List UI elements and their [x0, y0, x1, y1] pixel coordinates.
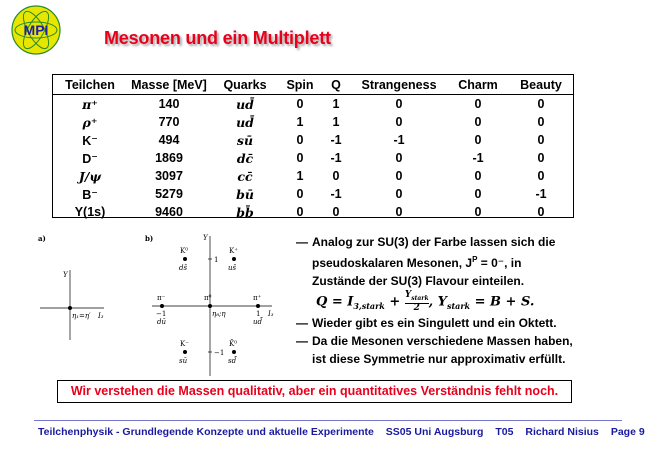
table-cell-name: Y(1s): [74, 205, 106, 219]
table-cell-mass: 1869: [155, 151, 183, 165]
mpi-logo: [10, 4, 62, 56]
table-cell-q: -1: [330, 133, 342, 147]
table-cell-c: 0: [474, 115, 482, 129]
table-cell-name: J/ψ: [78, 168, 102, 184]
table-cell-spin: 1: [296, 115, 304, 129]
col-header: Charm: [447, 75, 509, 95]
table-cell-c: 0: [474, 169, 482, 183]
table-cell-q: -1: [330, 187, 342, 201]
panel-b-x-axis: I₃: [268, 310, 274, 318]
point-bottom-label: ds̄: [179, 264, 188, 272]
table-cell-b: -1: [535, 187, 547, 201]
table-row: [53, 167, 573, 185]
point-bottom-label: ud̄: [253, 318, 262, 326]
meson-table: [52, 74, 574, 218]
point-top-label: K⁰: [180, 247, 189, 255]
point-top-label: π⁻: [157, 294, 166, 302]
table-cell-b: 0: [537, 205, 545, 219]
point-bottom-label: dū: [157, 318, 166, 326]
table-row: [53, 203, 573, 221]
table-row: [53, 185, 573, 203]
table-cell-s: 0: [395, 97, 403, 111]
panel-a-point-label: η₁=η′: [72, 312, 91, 320]
bullet-dash: —: [296, 334, 308, 348]
table-cell-b: 0: [537, 151, 545, 165]
point-top-label: K⁻: [180, 340, 189, 348]
table-cell-s: -1: [393, 133, 405, 147]
footer-author: Richard Nisius: [525, 426, 599, 438]
tick-label: 1: [214, 256, 219, 264]
footer-page: Page 9: [610, 426, 645, 438]
table-cell-mass: 770: [158, 115, 180, 129]
table-row: [53, 113, 573, 131]
table-cell-name: K⁻: [82, 133, 98, 148]
bullet-text-line2: pseudoskalaren Mesonen, $J^P = 0^-$, in: [312, 255, 522, 270]
bullet-text: Analog zur SU(3) der Farbe lassen sich die: [312, 235, 556, 249]
panel-b-label: b): [145, 234, 154, 243]
bullet-text: Wieder gibt es ein Singulett und ein Oktett.: [312, 316, 557, 330]
table-cell-quarks: bb̄: [236, 204, 254, 220]
table-cell-spin: 0: [296, 151, 304, 165]
formula: $Q = I_{3,stark}$ + $Y_{stark}$ 2 , $Y_{stark} = B + S$.: [316, 290, 535, 313]
table-cell-c: 0: [474, 205, 482, 219]
logo-text: MPI: [23, 22, 49, 38]
table-cell-quarks: dc̄: [236, 150, 254, 166]
table-cell-c: 0: [474, 187, 482, 201]
panel-b-y-axis: Y: [203, 234, 208, 242]
point-top-label: K̄⁰: [229, 340, 238, 348]
table-cell-mass: 494: [158, 133, 180, 147]
footer-term: SS05 Uni Augsburg: [385, 426, 484, 438]
table-cell-c: 0: [474, 133, 482, 147]
footer-rule: [34, 420, 622, 421]
bullet-dash: —: [296, 235, 308, 249]
meson-point: [179, 247, 188, 272]
col-header: Masse [MeV]: [127, 75, 211, 95]
col-header: Strangeness: [351, 75, 447, 95]
point-bottom-label: us̄: [228, 264, 237, 272]
table-cell-s: 0: [395, 205, 403, 219]
col-header: Teilchen: [53, 75, 127, 95]
table-row: [53, 95, 573, 114]
table-cell-name: ρ⁺: [82, 114, 98, 130]
highlight-box: Wir verstehen die Massen qualitativ, aber ein quantitatives Verständnis fehlt noch.: [57, 380, 572, 403]
table-cell-spin: 0: [296, 187, 304, 201]
table-cell-q: 0: [332, 205, 340, 219]
table-cell-spin: 0: [296, 205, 304, 219]
table-row: [53, 131, 573, 149]
col-header: Quarks: [211, 75, 279, 95]
table-cell-mass: 5279: [155, 187, 183, 201]
point-bottom-label: sū: [179, 357, 188, 365]
table-cell-s: 0: [395, 187, 403, 201]
table-cell-name: π⁺: [82, 96, 98, 112]
bullet-singlet: [296, 314, 596, 332]
bullet-text: Da die Mesonen verschiedene Massen haben,: [312, 334, 573, 348]
footer-course: Teilchenphysik - Grundlegende Konzepte und aktuelle Experimente: [38, 426, 374, 438]
panel-a-y-axis: Y: [63, 271, 68, 279]
col-header: Q: [321, 75, 351, 95]
table-cell-quarks: sū: [236, 132, 254, 148]
col-header: Beauty: [509, 75, 573, 95]
table-cell-q: 0: [332, 169, 340, 183]
table-cell-q: 1: [332, 97, 340, 111]
point-bottom-label: η₈;η: [212, 310, 226, 318]
footer: [38, 426, 645, 438]
point-top-label: π⁰: [204, 294, 212, 302]
bullet-dash: —: [296, 316, 308, 330]
table-cell-q: -1: [330, 151, 342, 165]
footer-section: T05: [495, 426, 514, 438]
point-bottom-label: sd̄: [228, 357, 237, 365]
table-cell-name: B⁻: [82, 187, 98, 202]
table-cell-name: D⁻: [82, 151, 98, 166]
table-cell-spin: 1: [296, 169, 304, 183]
table-cell-mass: 9460: [155, 205, 183, 219]
table-cell-s: 0: [395, 115, 403, 129]
table-cell-c: 0: [474, 97, 482, 111]
bullet-masses: [296, 332, 596, 368]
table-cell-c: -1: [472, 151, 484, 165]
panel-a-label: a): [38, 234, 46, 243]
table-cell-quarks: cc̄: [237, 168, 253, 184]
col-header: Spin: [279, 75, 321, 95]
table-row: [53, 149, 573, 167]
table-cell-q: 1: [332, 115, 340, 129]
table-header-row: [53, 75, 573, 95]
table-cell-b: 0: [537, 115, 545, 129]
bullet-su3: [296, 233, 596, 290]
table-cell-spin: 0: [296, 133, 304, 147]
table-cell-b: 0: [537, 97, 545, 111]
weight-diagrams: [32, 230, 282, 380]
table-cell-spin: 0: [296, 97, 304, 111]
table-cell-quarks: ud̄: [236, 96, 254, 112]
meson-point: [179, 340, 189, 365]
point-top-label: π⁺: [253, 294, 262, 302]
table-cell-s: 0: [395, 151, 403, 165]
table-cell-b: 0: [537, 133, 545, 147]
table-cell-quarks: bū: [236, 186, 254, 202]
tick-label: −1: [156, 310, 167, 318]
tick-label: 1: [256, 310, 261, 318]
point-top-label: K⁺: [229, 247, 238, 255]
meson-point: [228, 339, 237, 365]
panel-a-x-axis: I₃: [98, 312, 104, 320]
eta1-point: [68, 306, 72, 310]
tick-label: −1: [214, 349, 225, 357]
page-title: Mesonen und ein Multiplett: [104, 28, 331, 48]
bullet-text-line3: Zustände der SU(3) Flavour einteilen.: [312, 274, 525, 288]
meson-point: [228, 247, 238, 272]
table-cell-quarks: ud̄: [236, 114, 254, 130]
table-cell-mass: 140: [158, 97, 180, 111]
table-cell-s: 0: [395, 169, 403, 183]
table-cell-mass: 3097: [155, 169, 183, 183]
table-cell-b: 0: [537, 169, 545, 183]
bullet-text-line2: ist diese Symmetrie nur approximativ erfüllt.: [312, 352, 566, 366]
